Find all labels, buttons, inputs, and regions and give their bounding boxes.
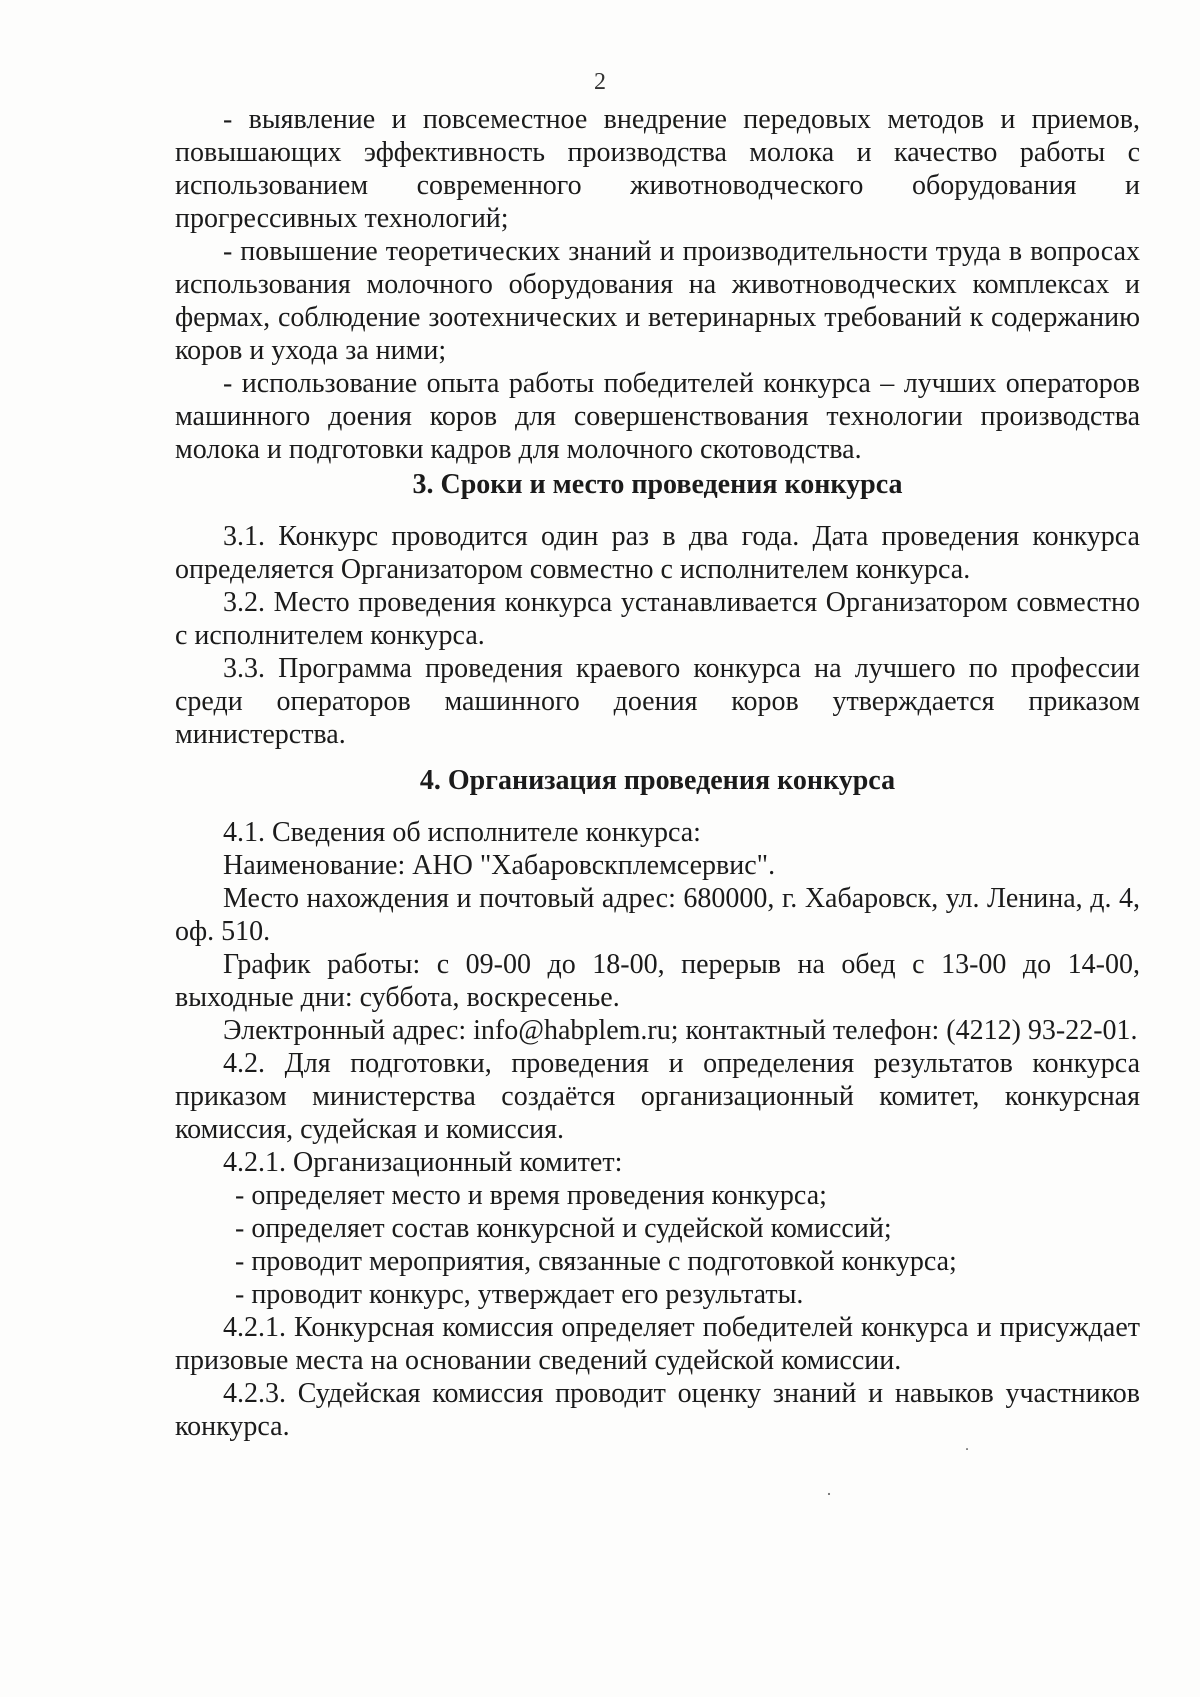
section-3-heading: 3. Сроки и место проведения конкурса [412, 469, 903, 500]
scan-speck: · [826, 1484, 832, 1504]
scan-speck: ˙ [964, 1444, 970, 1464]
paragraph-4-2-1-title: 4.2.1. Организационный комитет: [223, 1147, 623, 1178]
committee-item: - определяет состав конкурсной и судейской комиссий; [235, 1213, 892, 1244]
executor-address: Место нахождения и почтовый адрес: 680000, г. Хабаровск, ул. Ленина, д. 4, оф. 510. [175, 883, 1140, 947]
executor-contacts: Электронный адрес: info@habplem.ru; контактный телефон: (4212) 93-22-01. [223, 1015, 1138, 1046]
paragraph-3-3: 3.3. Программа проведения краевого конкурса на лучшего по профессии среди операторов машинного доения коров утверждается приказом министерства. [175, 653, 1140, 750]
page-number: 2 [594, 69, 606, 95]
paragraph-3-1: 3.1. Конкурс проводится один раз в два года. Дата проведения конкурса определяется Организатором совместно с исполнителем конкурса. [175, 521, 1140, 585]
section-4-body [175, 816, 1140, 1443]
intro-list [175, 103, 1140, 466]
paragraph-4-1: 4.1. Сведения об исполнителе конкурса: [223, 817, 701, 848]
paragraph-3-2: 3.2. Место проведения конкурса устанавливается Организатором совместно с исполнителем конкурса. [175, 587, 1140, 651]
executor-schedule: График работы: с 09-00 до 18-00, перерыв на обед с 13-00 до 14-00, выходные дни: суббота, воскресенье. [175, 949, 1140, 1013]
paragraph-4-2-1-commission: 4.2.1. Конкурсная комиссия определяет победителей конкурса и присуждает призовые места на основании сведений судейской комиссии. [175, 1312, 1140, 1376]
section-3-body [175, 520, 1140, 751]
section-4-heading: 4. Организация проведения конкурса [419, 765, 896, 796]
committee-item: - определяет место и время проведения конкурса; [235, 1180, 827, 1211]
committee-item: - проводит конкурс, утверждает его результаты. [235, 1279, 804, 1310]
committee-item: - проводит мероприятия, связанные с подготовкой конкурса; [235, 1246, 957, 1277]
intro-paragraph: - выявление и повсеместное внедрение передовых методов и приемов, повышающих эффективность производства молока и качество работы с использованием современного животноводческого оборудования и прогрессивных технологий; [175, 104, 1140, 234]
intro-paragraph: - использование опыта работы победителей конкурса – лучших операторов машинного доения коров для совершенствования технологии производства молока и подготовки кадров для молочного скотоводства. [175, 368, 1140, 465]
paragraph-4-2-3: 4.2.3. Судейская комиссия проводит оценку знаний и навыков участников конкурса. [175, 1378, 1140, 1442]
intro-paragraph: - повышение теоретических знаний и производительности труда в вопросах использования молочного оборудования на животноводческих комплексах и фермах, соблюдение зоотехнических и ветеринарных требований к содержанию коров и ухода за ними; [175, 236, 1140, 366]
paragraph-4-2: 4.2. Для подготовки, проведения и определения результатов конкурса приказом министерства создаётся организационный комитет, конкурсная комиссия, судейская и комиссия. [175, 1048, 1140, 1145]
executor-name: Наименование: АНО "Хабаровскплемсервис". [223, 850, 776, 881]
